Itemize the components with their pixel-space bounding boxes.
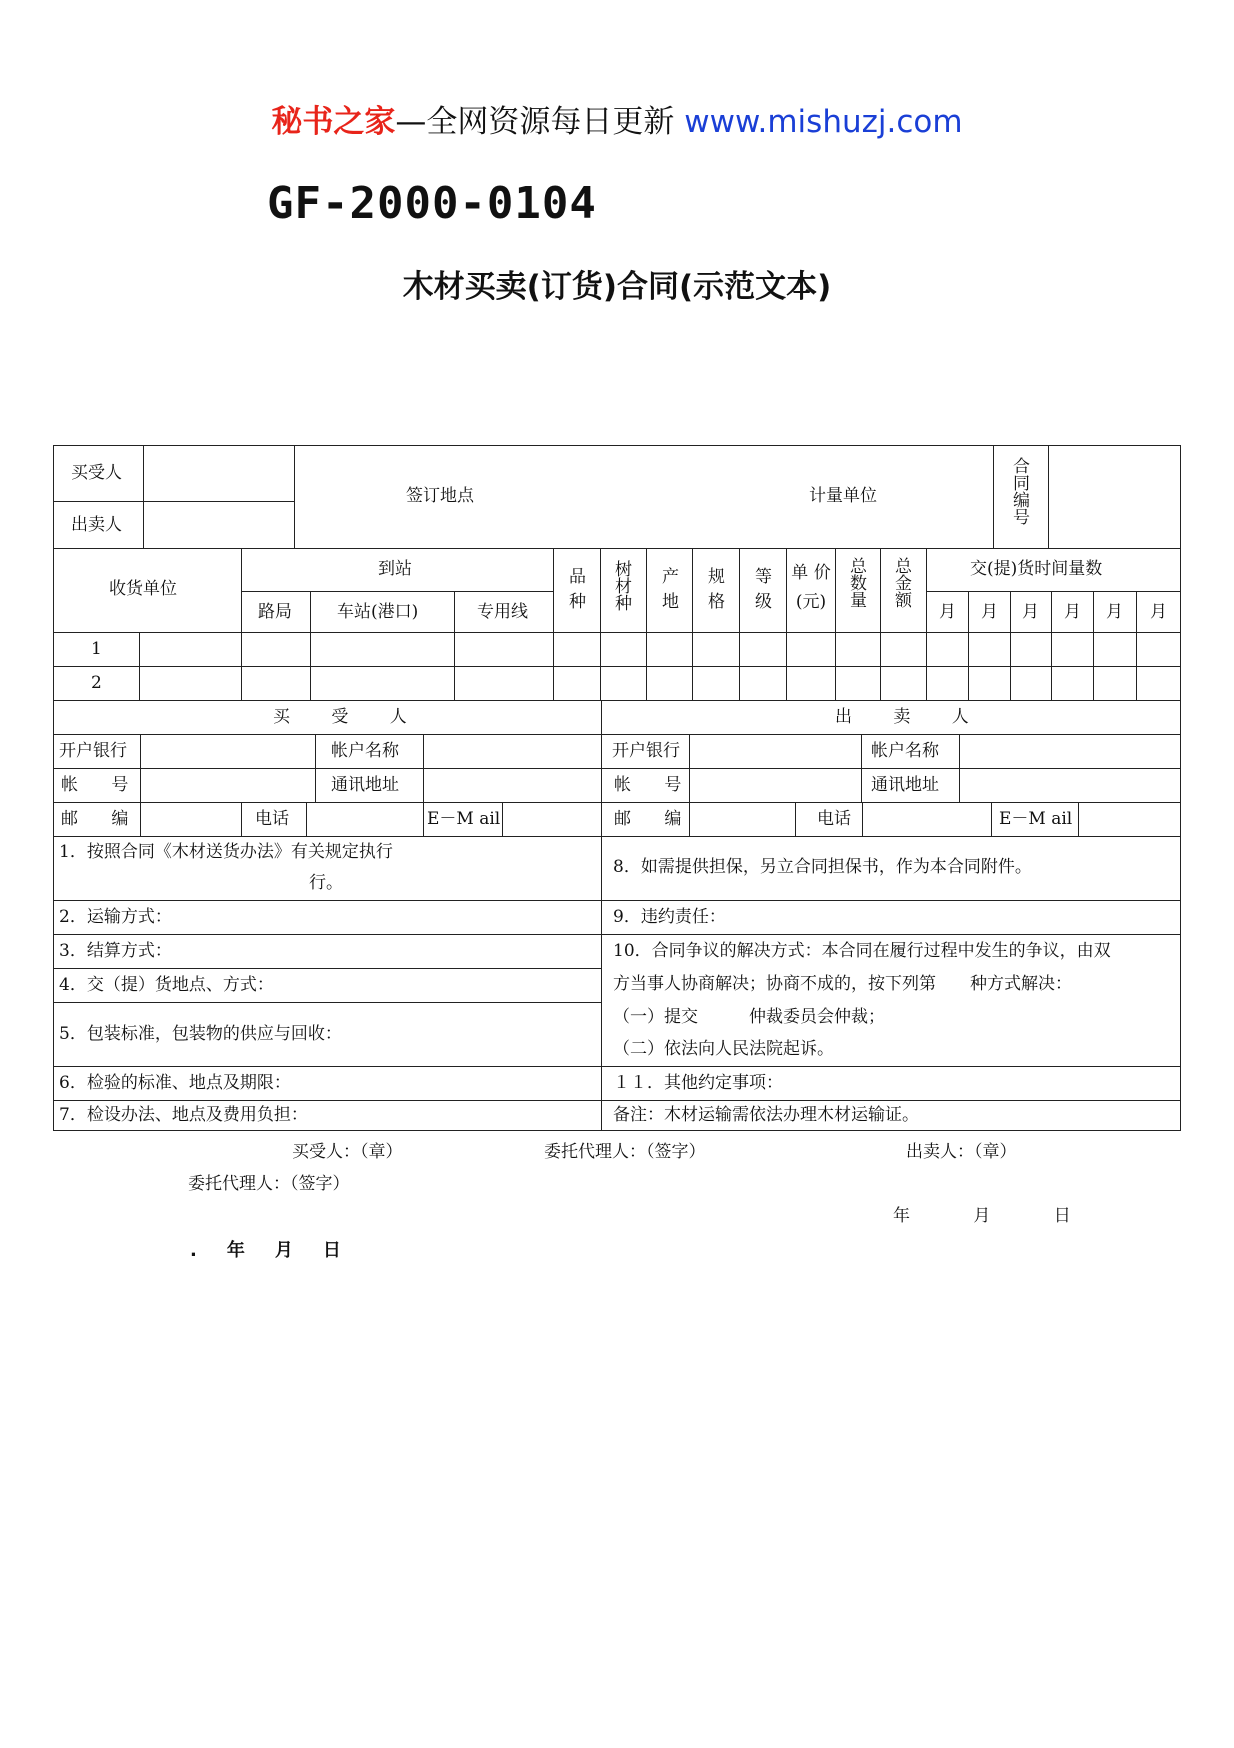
input-cell[interactable]: [692, 632, 740, 667]
species-char: 树: [615, 560, 632, 580]
buyer-account-no-input[interactable]: [140, 768, 316, 803]
buyer-phone-label: 电话: [255, 809, 289, 829]
month-label: 月: [939, 602, 956, 622]
buyer-party-header: 买 受 人: [273, 707, 425, 727]
buyer-email-label: E－M ail: [427, 809, 501, 829]
origin-char: 产: [662, 567, 679, 587]
buyer-postcode-label: 邮 编: [61, 809, 143, 829]
buyer-postcode-input[interactable]: [140, 802, 242, 837]
seller-postcode-label: 邮 编: [614, 809, 696, 829]
seller-email-label: E－M ail: [999, 809, 1073, 829]
total-amt-char: 总: [895, 557, 912, 577]
input-cell[interactable]: [1093, 632, 1137, 667]
species-char: 材: [615, 577, 632, 597]
seller-address-input[interactable]: [959, 768, 1181, 803]
input-cell[interactable]: [600, 666, 647, 701]
term-2-text: 2．运输方式：: [59, 907, 172, 927]
variety-char: 种: [569, 592, 586, 612]
seller-label: 出卖人: [71, 515, 122, 535]
row-number: 1: [91, 639, 102, 659]
contract-form: [53, 445, 1181, 1131]
origin-label: [662, 569, 679, 611]
input-cell[interactable]: [786, 666, 836, 701]
buyer-account-name-input[interactable]: [423, 734, 602, 769]
input-cell[interactable]: [1136, 666, 1181, 701]
contract-no-char: 同: [1013, 474, 1030, 494]
input-cell[interactable]: [739, 666, 787, 701]
total-qty-char: 量: [850, 591, 867, 611]
site-banner: [0, 100, 1234, 144]
buyer-bank-input[interactable]: [140, 734, 316, 769]
input-cell[interactable]: [241, 632, 311, 667]
buyer-value-cell[interactable]: [143, 445, 295, 502]
grade-label: [755, 569, 772, 611]
input-cell[interactable]: [553, 666, 601, 701]
arrival-label: 到站: [378, 559, 412, 579]
site-url-link[interactable]: www.mishuzj.com: [684, 104, 963, 140]
route-bureau-label: 路局: [258, 602, 292, 622]
buyer-seal-label: 买受人：（章）: [292, 1142, 403, 1162]
contract-no-label: [1013, 459, 1030, 527]
buyer-agent-signature-label: 委托代理人：（签字）: [544, 1142, 706, 1162]
month-label: 月: [1150, 602, 1167, 622]
seller-seal-label: 出卖人：（章）: [906, 1142, 1017, 1162]
seller-phone-input[interactable]: [862, 802, 992, 837]
input-cell[interactable]: [835, 666, 881, 701]
contract-no-value-cell[interactable]: [1048, 445, 1181, 549]
term-7-text: 7．检设办法、地点及费用负担：: [59, 1105, 308, 1125]
unit-price-line: 单 价: [791, 563, 831, 583]
input-cell[interactable]: [139, 632, 242, 667]
grade-char: 等: [755, 567, 772, 587]
input-cell[interactable]: [646, 632, 693, 667]
input-cell[interactable]: [968, 666, 1011, 701]
variety-label: [569, 569, 586, 611]
contract-no-char: 编: [1013, 491, 1030, 511]
signing-date-2: . 年 月 日: [190, 1240, 347, 1261]
seller-account-name-label: 帐户名称: [871, 741, 939, 761]
term-6-text: 6．检验的标准、地点及期限：: [59, 1073, 291, 1093]
brand-name: 秘书之家: [271, 104, 396, 140]
variety-char: 品: [569, 567, 586, 587]
input-cell[interactable]: [835, 632, 881, 667]
term-4-text: 4．交（提）货地点、方式：: [59, 975, 274, 995]
seller-phone-label: 电话: [817, 809, 851, 829]
document-title: 木材买卖(订货)合同(示范文本): [402, 269, 832, 305]
station-label: 车站(港口): [337, 602, 419, 622]
term-3-text: 3．结算方式：: [59, 941, 172, 961]
input-cell[interactable]: [739, 632, 787, 667]
term-5-text: 5．包装标准，包装物的供应与回收：: [59, 1024, 342, 1044]
signing-date: 年 月 日: [893, 1206, 1077, 1226]
spec-char: 格: [708, 592, 725, 612]
consignee-label: 收货单位: [109, 579, 177, 599]
month-label: 月: [981, 602, 998, 622]
buyer-bank-label: 开户银行: [59, 741, 127, 761]
total-qty-char: 总: [850, 557, 867, 577]
buyer-phone-input[interactable]: [306, 802, 424, 837]
term-1-text-continued: 行。: [309, 873, 343, 893]
input-cell[interactable]: [1010, 632, 1052, 667]
input-cell[interactable]: [1136, 632, 1181, 667]
buyer-label: 买受人: [71, 463, 122, 483]
species-label: [615, 562, 632, 613]
input-cell[interactable]: [926, 666, 969, 701]
term-10-text-2: 方当事人协商解决；协商不成的，按下列第 种方式解决：: [613, 974, 1072, 994]
row-number: 2: [91, 673, 102, 693]
input-cell[interactable]: [646, 666, 693, 701]
input-cell[interactable]: [786, 632, 836, 667]
spec-label: [708, 569, 725, 611]
buyer-account-no-label: 帐 号: [61, 775, 143, 795]
input-cell[interactable]: [139, 666, 242, 701]
buyer-email-input[interactable]: [502, 802, 602, 837]
banner-slogan: —全网资源每日更新: [395, 104, 675, 140]
buyer-address-input[interactable]: [423, 768, 602, 803]
month-label: 月: [1106, 602, 1123, 622]
contract-no-char: 合: [1013, 457, 1030, 477]
species-char: 种: [615, 594, 632, 614]
document-code: GF-2000-0104: [267, 178, 597, 229]
input-cell[interactable]: [600, 632, 647, 667]
total-amt-char: 额: [895, 591, 912, 611]
special-line-label: 专用线: [477, 602, 528, 622]
seller-bank-input[interactable]: [689, 734, 862, 769]
term-8-text: 8．如需提供担保，另立合同担保书，作为本合同附件。: [613, 857, 1032, 877]
buyer-account-name-label: 帐户名称: [331, 741, 399, 761]
total-amt-char: 金: [895, 574, 912, 594]
contract-no-char: 号: [1013, 508, 1030, 528]
input-cell[interactable]: [1093, 666, 1137, 701]
note-text: 备注：木材运输需依法办理木材运输证。: [613, 1105, 919, 1125]
input-cell[interactable]: [968, 632, 1011, 667]
input-cell[interactable]: [692, 666, 740, 701]
term-10-option-1: （一）提交 仲裁委员会仲裁；: [613, 1007, 885, 1027]
unit-price-line: (元): [795, 592, 827, 612]
sign-place-label: 签订地点: [406, 486, 474, 506]
term-10-option-2: （二）依法向人民法院起诉。: [613, 1039, 834, 1059]
input-cell[interactable]: [1010, 666, 1052, 701]
input-cell[interactable]: [241, 666, 311, 701]
month-label: 月: [1064, 602, 1081, 622]
delivery-time-label: 交(提)货时间量数: [970, 559, 1103, 579]
input-cell[interactable]: [926, 632, 969, 667]
total-qty-label: [850, 559, 867, 610]
seller-postcode-input[interactable]: [689, 802, 796, 837]
input-cell[interactable]: [1051, 666, 1094, 701]
term-1-text: 1．按照合同《木材送货办法》有关规定执行: [59, 842, 393, 862]
input-cell[interactable]: [880, 632, 927, 667]
seller-account-no-label: 帐 号: [614, 775, 696, 795]
input-cell[interactable]: [553, 632, 601, 667]
grade-char: 级: [755, 592, 772, 612]
seller-bank-label: 开户银行: [612, 741, 680, 761]
input-cell[interactable]: [310, 666, 455, 701]
seller-address-label: 通讯地址: [871, 775, 939, 795]
total-qty-char: 数: [850, 574, 867, 594]
month-label: 月: [1022, 602, 1039, 622]
seller-account-name-input[interactable]: [959, 734, 1181, 769]
term-9-text: 9．违约责任：: [613, 907, 726, 927]
total-amt-label: [895, 559, 912, 610]
seller-agent-signature-label: 委托代理人：（签字）: [188, 1174, 350, 1194]
seller-value-cell[interactable]: [143, 501, 295, 549]
input-cell[interactable]: [454, 666, 554, 701]
spec-char: 规: [708, 567, 725, 587]
input-cell[interactable]: [454, 632, 554, 667]
origin-char: 地: [662, 592, 679, 612]
measure-unit-label: 计量单位: [809, 486, 877, 506]
unit-price-label: [788, 565, 834, 611]
term-10-text: 10．合同争议的解决方式：本合同在履行过程中发生的争议，由双: [613, 941, 1111, 961]
buyer-address-label: 通讯地址: [331, 775, 399, 795]
seller-email-input[interactable]: [1078, 802, 1181, 837]
sign-place-unit-cell[interactable]: [294, 445, 994, 549]
term-11-text: １１．其他约定事项：: [613, 1073, 783, 1093]
seller-account-no-input[interactable]: [689, 768, 862, 803]
input-cell[interactable]: [1051, 632, 1094, 667]
input-cell[interactable]: [880, 666, 927, 701]
input-cell[interactable]: [310, 632, 455, 667]
seller-party-header: 出 卖 人: [835, 707, 987, 727]
